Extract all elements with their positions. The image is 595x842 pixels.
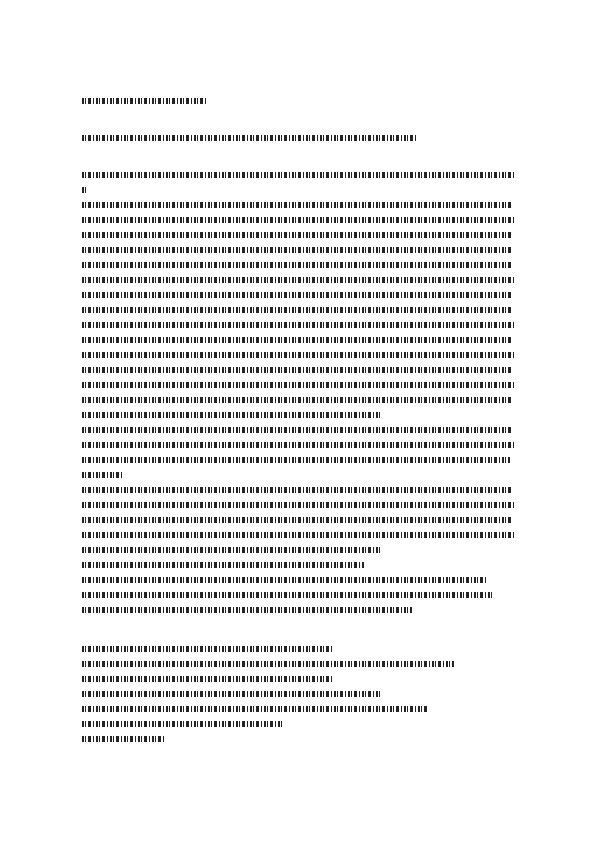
text-line [82,517,512,523]
text-line [82,607,412,613]
text-line [82,487,512,493]
paragraph-p5 [82,577,514,613]
text-line [82,442,514,448]
paragraph-p4 [82,562,514,568]
text-line [82,676,332,682]
text-line [82,262,512,268]
text-line [82,721,282,727]
text-line [82,367,512,373]
paragraph-spacer [82,622,514,646]
text-line [82,562,364,568]
text-line [82,337,512,343]
text-line [82,661,454,667]
text-line [82,277,514,283]
text-line [82,172,514,178]
text-line [82,502,514,508]
text-line [82,382,514,388]
text-line [82,691,380,697]
text-line [82,217,514,223]
text-line [82,397,512,403]
paragraph-list [82,646,514,742]
text-line [82,187,86,193]
text-line [82,412,382,418]
text-line [82,532,514,538]
paragraph-spacer [82,150,514,172]
text-line [82,427,512,433]
paragraph-subtitle [82,135,514,141]
paragraph-intro [82,172,514,193]
text-line [82,202,512,208]
text-line [82,98,206,104]
text-line [82,247,512,253]
paragraph-p3 [82,487,514,553]
text-line [82,322,514,328]
text-line [82,646,332,652]
paragraph-spacer [82,113,514,135]
paragraph-title [82,98,514,104]
text-line [82,352,514,358]
text-line [82,457,510,463]
text-line [82,292,512,298]
text-line [82,135,416,141]
text-line [82,706,428,712]
paragraph-p1 [82,202,514,418]
text-line [82,547,382,553]
text-line [82,736,166,742]
paragraph-p2 [82,427,514,478]
document-body [82,98,514,751]
text-line [82,577,486,583]
text-line [82,592,492,598]
text-line [82,307,512,313]
text-line [82,472,122,478]
text-line [82,232,512,238]
